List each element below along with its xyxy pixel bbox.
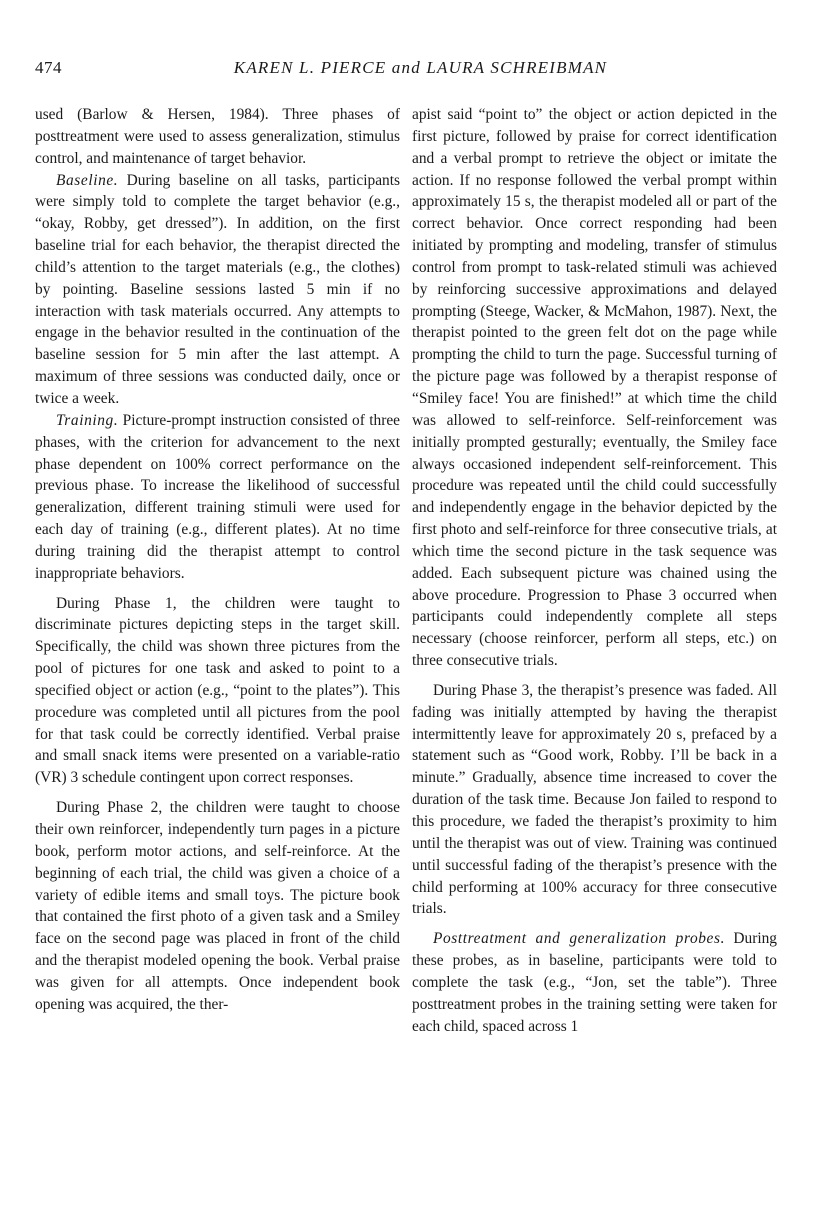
left-column <box>35 104 400 1016</box>
baseline-paragraph <box>35 170 400 410</box>
running-head: KAREN L. PIERCE and LAURA SCHREIBMAN <box>233 58 608 77</box>
paragraph-continuation: used (Barlow & Hersen, 1984). Three phases of posttreatment were used to assess generalization, stimulus control, and maintenance of target behavior. <box>35 106 400 167</box>
training-text: Picture-prompt instruction consisted of three phases, with the criterion for advancement to the next phase dependent on 100% correct performance on the previous phase. To increase the likelihood of successful generalization, different training stimuli were used for each day of training (e.g., different plates). At no time during training did the therapist attempt to control inappropriate behaviors. <box>35 411 400 582</box>
training-paragraph <box>35 410 400 585</box>
phase1-paragraph: During Phase 1, the children were taught to discriminate pictures depicting steps in the target skill. Specifically, the child was shown three pictures from the pool of pictures for one task and asked to point to a specified object or action (e.g., “point to the plates”). This procedure was completed until all pictures from the pool for that task could be correctly identified. Verbal praise and small snack items were presented on a variable-ratio (VR) 3 schedule contingent upon correct responses. <box>35 594 400 787</box>
posttreatment-heading: Posttreatment and generalization probes. <box>433 930 726 948</box>
phase2-continuation: apist said “point to” the object or action depicted in the first picture, followed by praise for correct identification and a verbal prompt to retrieve the object or imitate the action. If no response followed the verbal prompt within approximately 15 s, the therapist modeled all or part of the correct behavior. Once correct responding had been initiated by prompting and modeling, transfer of stimulus control from prompt to task-related stimuli was achieved by reinforcing successive approximations and delayed prompting (Steege, Wacker, & McMahon, 1987). Next, the therapist pointed to the green felt dot on the page while prompting the child to turn the page. Successful turning of the picture page was followed by a therapist response of “Smiley face! You are finished!” at which time the child was allowed to self-reinforce. Self-reinforcement was initially prompted gesturally; eventually, the Smiley face always occasioned independent self-reinforcement. This procedure was repeated until the child could successfully and independently engage in the behavior depicted by the first photo and self-reinforce for three consecutive trials, at which time the second picture in the task sequence was added. Each subsequent picture was chained using the above procedure. Progression to Phase 3 occurred when participants could independently complete all steps necessary (choose reinforcer, perform all steps, etc.) on three consecutive trials. <box>412 106 777 670</box>
training-heading: Training. <box>56 411 119 429</box>
baseline-heading: Baseline. <box>56 171 119 189</box>
phase3-paragraph: During Phase 3, the therapist’s presence was faded. All fading was initially attempted by having the therapist intermittently leave for approximately 20 s, prefaced by a statement such as “Good work, Robby. I’ll be back in a minute.” Gradually, absence time increased to cover the duration of the task time. Because Jon failed to respond to this procedure, we faded the therapist’s proximity to him until the therapist was out of view. Training was continued until successful fading of the therapist’s presence with the child performing at 100% accuracy for three consecutive trials. <box>412 681 777 918</box>
phase2-paragraph: During Phase 2, the children were taught to choose their own reinforcer, independently turn pages in a picture book, perform motor actions, and self-reinforce. At the beginning of each trial, the child was given a choice of a variety of edible items and small toys. The picture book that contained the first photo of a given task and a Smiley face on the second page was placed in front of the child and the therapist modeled opening the book. Verbal praise was given for all attempts. Once independent book opening was acquired, the ther- <box>35 799 400 1013</box>
posttreatment-text: During these probes, as in baseline, participants were told to complete the task (e.g., “Jon, set the table”). Three posttreatment probes in the training setting were taken for each child, spaced across 1 <box>412 930 777 1035</box>
page-number: 474 <box>35 58 62 77</box>
right-column <box>412 104 777 1037</box>
baseline-text: During baseline on all tasks, participants were simply told to complete the target behavior (e.g., “okay, Robby, get dressed”). In addition, on the first baseline trial for each behavior, the therapist directed the child’s attention to the target materials (e.g., the clothes) by pointing. Baseline sessions lasted 5 min if no interaction with task materials occurred. Any attempts to engage in the behavior resulted in the continuation of the baseline session for 5 min after the last attempt. A maximum of three sessions was conducted daily, once or twice a week. <box>35 171 400 407</box>
page-header <box>35 58 776 82</box>
posttreatment-paragraph <box>412 928 777 1037</box>
